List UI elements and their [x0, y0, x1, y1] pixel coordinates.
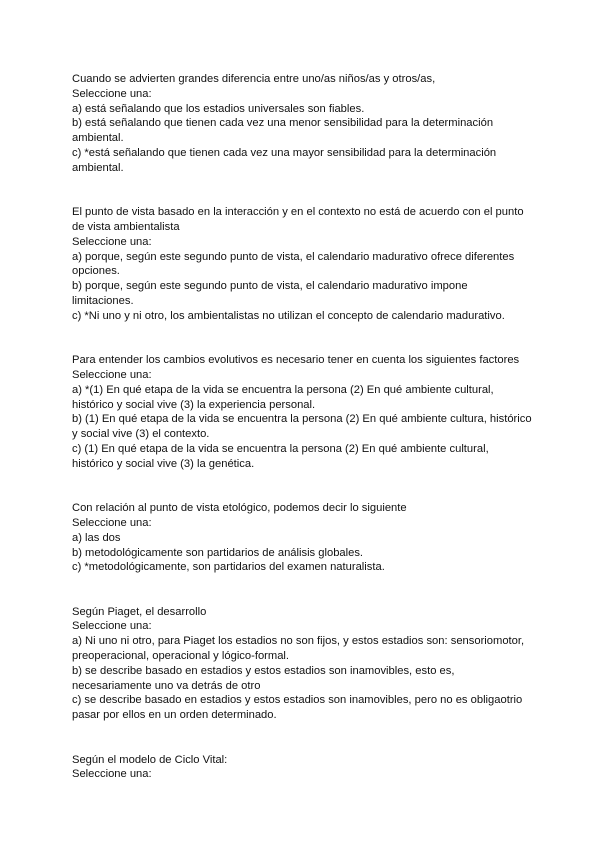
question-stem: Según el modelo de Ciclo Vital: — [72, 753, 228, 766]
option-b: b) metodológicamente son partidarios de análisis globales. — [72, 546, 364, 559]
option-c: c) (1) En qué etapa de la vida se encuentra la persona (2) En qué ambiente cultural, histórico y social vive (3) la genética. — [72, 442, 489, 470]
option-c: c) *Ni uno y ni otro, los ambientalistas no utilizan el concepto de calendario madurativo. — [72, 309, 505, 322]
question-prompt: Seleccione una: — [72, 620, 152, 633]
option-a: a) las dos — [72, 531, 121, 544]
question-2 — [72, 205, 532, 323]
option-a: a) está señalando que los estadios universales son fiables. — [72, 102, 365, 115]
question-prompt: Seleccione una: — [72, 516, 152, 529]
question-prompt: Seleccione una: — [72, 768, 152, 781]
option-a: a) porque, según este segundo punto de vista, el calendario madurativo ofrece diferentes opciones. — [72, 250, 515, 278]
option-c: c) *está señalando que tienen cada vez una mayor sensibilidad para la determinación ambiental. — [72, 146, 497, 174]
option-a: a) *(1) En qué etapa de la vida se encuentra la persona (2) En qué ambiente cultural, histórico y social vive (3) la experiencia personal. — [72, 383, 494, 411]
question-prompt: Seleccione una: — [72, 87, 152, 100]
option-c: c) se describe basado en estadios y estos estadios son inamovibles, pero no es obligaotrio pasar por ellos en un orden determinado. — [72, 694, 523, 722]
option-c: c) *metodológicamente, son partidarios del examen naturalista. — [72, 561, 385, 574]
question-4 — [72, 501, 532, 575]
question-stem: Según Piaget, el desarrollo — [72, 605, 207, 618]
question-6 — [72, 753, 532, 783]
question-prompt: Seleccione una: — [72, 235, 152, 248]
question-stem: Con relación al punto de vista etológico, podemos decir lo siguiente — [72, 502, 407, 515]
option-b: b) se describe basado en estadios y estos estadios son inamovibles, esto es, necesariamente uno va detrás de otro — [72, 664, 455, 692]
question-prompt: Seleccione una: — [72, 368, 152, 381]
document-content — [72, 72, 532, 782]
question-5 — [72, 605, 532, 723]
option-b: b) porque, según este segundo punto de vista, el calendario madurativo impone limitaciones. — [72, 280, 468, 307]
question-stem: Cuando se advierten grandes diferencia entre uno/as niños/as y otros/as, — [72, 73, 436, 85]
question-1 — [72, 72, 532, 176]
option-b: b) (1) En qué etapa de la vida se encuentra la persona (2) En qué ambiente cultura, histórico y social vive (3) el contexto. — [72, 413, 532, 441]
question-stem: El punto de vista basado en la interacción y en el contexto no está de acuerdo con el punto de vista ambientalista — [72, 206, 524, 233]
option-b: b) está señalando que tienen cada vez una menor sensibilidad para la determinación ambiental. — [72, 117, 494, 145]
question-stem: Para entender los cambios evolutivos es necesario tener en cuenta los siguientes factores — [72, 354, 520, 367]
option-a: a) Ni uno ni otro, para Piaget los estadios no son fijos, y estos estadios son: sensoriomotor, preoperacional, operacional y lógico-formal. — [72, 635, 525, 663]
question-3 — [72, 353, 532, 471]
